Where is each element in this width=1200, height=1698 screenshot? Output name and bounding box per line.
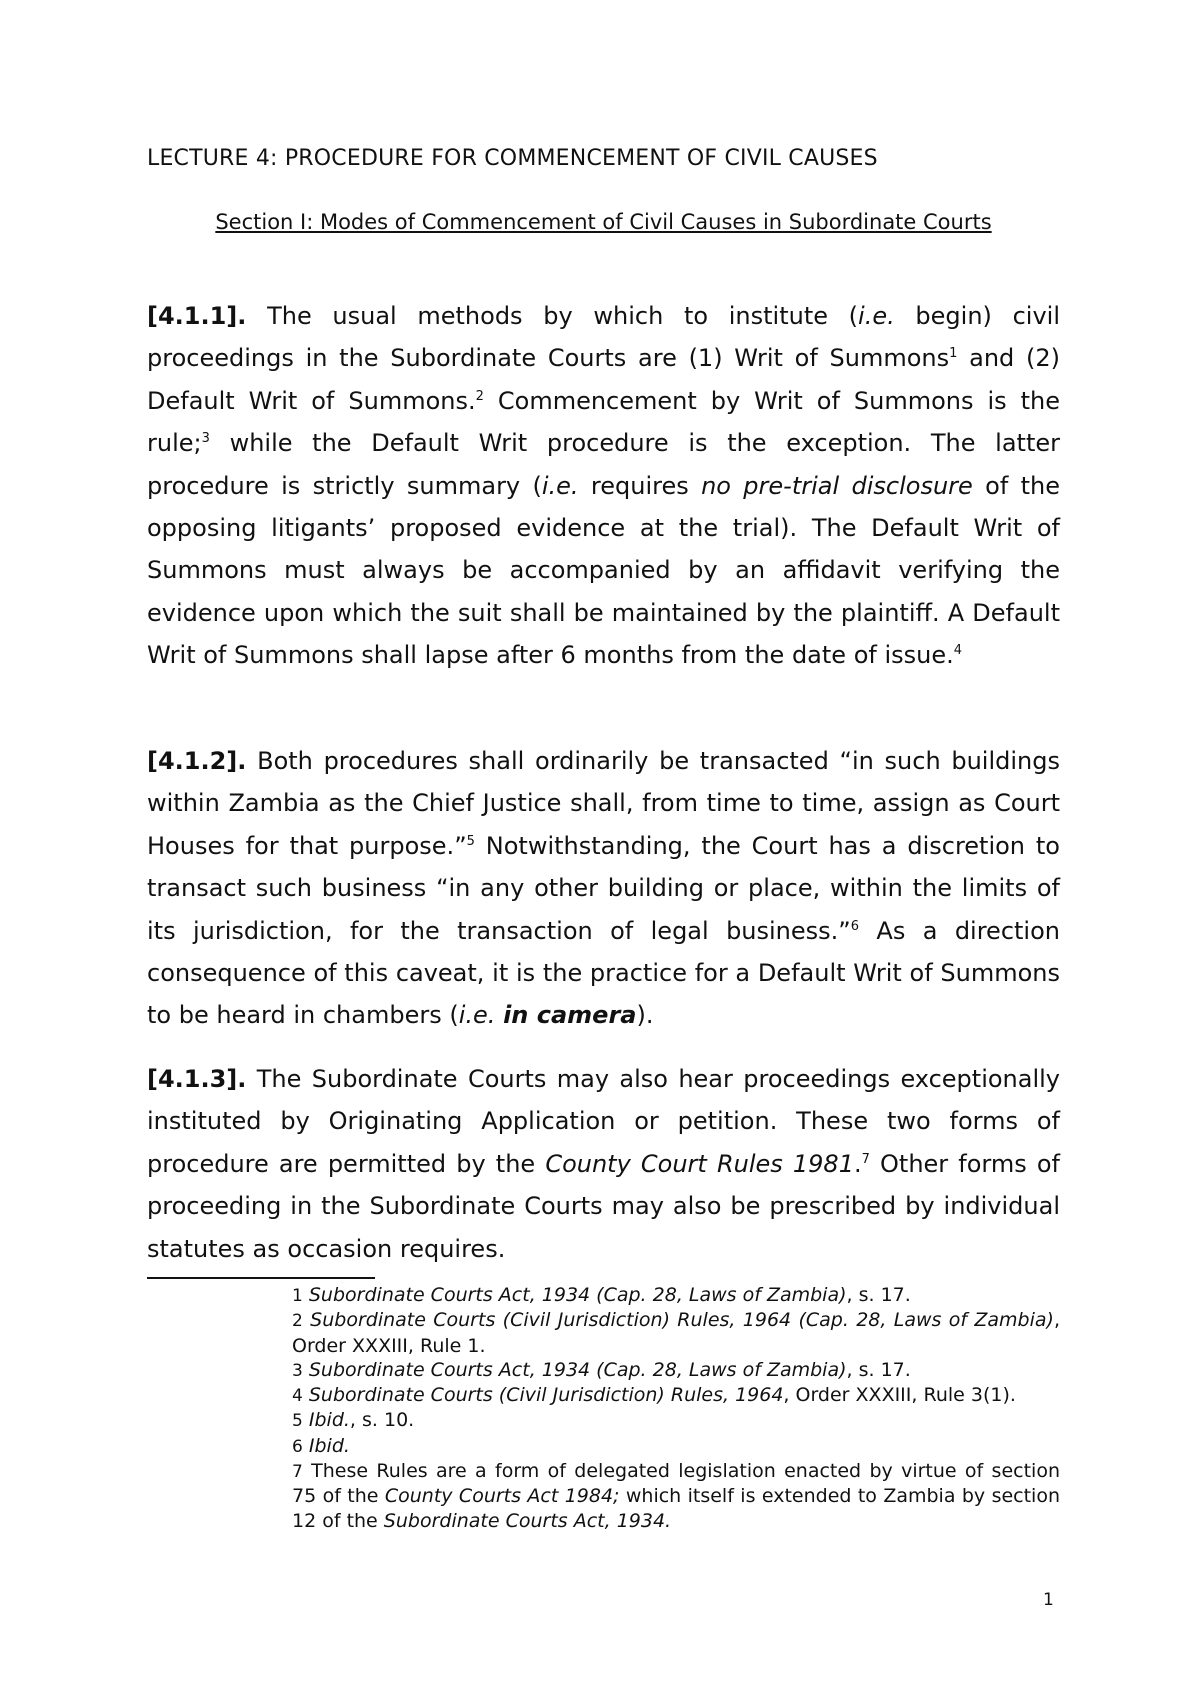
footnote-3 (292, 1358, 1060, 1383)
footnote-reference: 3 (201, 431, 210, 447)
paragraph-number: [4.1.2]. (147, 747, 247, 775)
footnote-6 (292, 1434, 1060, 1459)
text-run: begin) civil proceedings in the Subordinate Courts are (1) Writ of Summons (147, 302, 1060, 373)
footnote-reference: 5 (466, 833, 475, 849)
footnote-number: 3 (292, 1360, 303, 1381)
text-run: while the Default Writ procedure is the exception. The latter procedure is strictly summary ( (147, 429, 1060, 500)
footnote-number: 1 (292, 1286, 303, 1306)
footnote-number: 2 (292, 1311, 303, 1332)
text-run: no pre-trial disclosure (701, 471, 973, 500)
footnote-1 (292, 1283, 1060, 1308)
text-run: and (2) Default Writ of Summons. (147, 344, 1061, 415)
footnote-reference: 2 (475, 388, 484, 404)
text-run: of the opposing litigants’ proposed evidence at the trial). The Default Writ of Summons must always be accompanied by an affidavit verifying the evidence upon which the suit shall be maintained by the plaintiff. A Default Writ of Summons shall lapse after 6 months from the date of issue. (147, 471, 1060, 670)
text-run: . (853, 1149, 862, 1178)
text-run: which itself is extended to Zambia by section 12 of the (292, 1485, 1060, 1532)
text-run: County Courts Act 1984; (384, 1485, 620, 1508)
text-run: The usual methods by which to institute ( (246, 302, 859, 330)
text-run: , Order XXXIII, Rule 1. (292, 1309, 1060, 1357)
footnote-2 (292, 1308, 1060, 1358)
text-run: , s. 10. (349, 1409, 415, 1432)
footnote-reference: 7 (861, 1151, 870, 1167)
text-run: i.e. (458, 1001, 496, 1030)
paragraph-4-1-1 (147, 295, 1060, 677)
text-run: Ibid. (308, 1409, 350, 1432)
footnote-number: 4 (292, 1386, 303, 1407)
footnote-reference: 1 (949, 346, 958, 362)
text-run: , s. 17. (846, 1284, 911, 1306)
text-run: County Court Rules 1981 (545, 1149, 854, 1178)
text-run: The Subordinate Courts may also hear proceedings exceptionally instituted by Originating Application or petition. These two forms of procedure are permitted by the (147, 1065, 1060, 1178)
text-run: in camera (503, 1001, 637, 1030)
section-heading: Section I: Modes of Commencement of Civil Causes in Subordinate Courts (215, 210, 992, 234)
text-run: Subordinate Courts (Civil Jurisdiction) Rules, 1964 (308, 1384, 784, 1407)
text-run: , Order XXXIII, Rule 3(1). (783, 1384, 1016, 1407)
footnote-number: 7 (292, 1462, 303, 1483)
paragraph-number: [4.1.3]. (147, 1065, 247, 1093)
text-run: These Rules are a form of delegated legislation enacted by virtue of section 75 of the (292, 1460, 1060, 1508)
text-run (495, 1001, 503, 1029)
text-run: Notwithstanding, the Court has a discretion to transact such business “in any other building or place, within the limits of its jurisdiction, for the transaction of legal business.” (147, 831, 1060, 945)
footnote-number: 5 (292, 1411, 303, 1432)
footnote-5 (292, 1408, 1060, 1433)
lecture-title: LECTURE 4: PROCEDURE FOR COMMENCEMENT OF CIVIL CAUSES (147, 146, 878, 171)
text-run: i.e. (541, 471, 579, 500)
footnotes (292, 1283, 1060, 1533)
paragraph-number: [4.1.1]. (147, 302, 247, 330)
text-run: Commencement by Writ of Summons is the rule; (147, 386, 1060, 458)
text-run: Subordinate Courts Act, 1934 (Cap. 28, Laws of Zambia) (308, 1284, 847, 1306)
footnote-number: 6 (292, 1436, 303, 1457)
text-run: Other forms of proceeding in the Subordinate Courts may also be prescribed by individual statutes as occasion requires. (147, 1149, 1060, 1263)
paragraph-4-1-3 (147, 1058, 1060, 1270)
text-run: Subordinate Courts Act, 1934 (Cap. 28, Laws of Zambia) (308, 1358, 847, 1381)
text-run: As a direction consequence of this caveat, it is the practice for a Default Writ of Summons to be heard in chambers ( (147, 916, 1060, 1030)
footnote-7 (292, 1459, 1060, 1533)
text-run: Subordinate Courts Act, 1934. (383, 1509, 672, 1532)
text-run: ). (636, 1001, 654, 1030)
text-run: i.e. (858, 302, 895, 330)
footnote-reference: 4 (953, 643, 963, 659)
paragraph-4-1-2 (147, 740, 1060, 1037)
footnote-reference: 6 (850, 918, 860, 934)
footnote-4 (292, 1383, 1060, 1408)
text-run: Both procedures shall ordinarily be transacted “in such buildings within Zambia as the Chief Justice shall, from time to time, assign as Court Houses for that purpose.” (147, 747, 1060, 860)
text-run: , s. 17. (846, 1358, 911, 1381)
text-run: requires (578, 471, 702, 500)
text-run: Subordinate Courts (Civil Jurisdiction) Rules, 1964 (Cap. 28, Laws of Zambia) (310, 1309, 1054, 1332)
text-run: Ibid. (308, 1434, 350, 1457)
footnote-separator (147, 1277, 375, 1279)
page-number: 1 (1043, 1590, 1054, 1610)
